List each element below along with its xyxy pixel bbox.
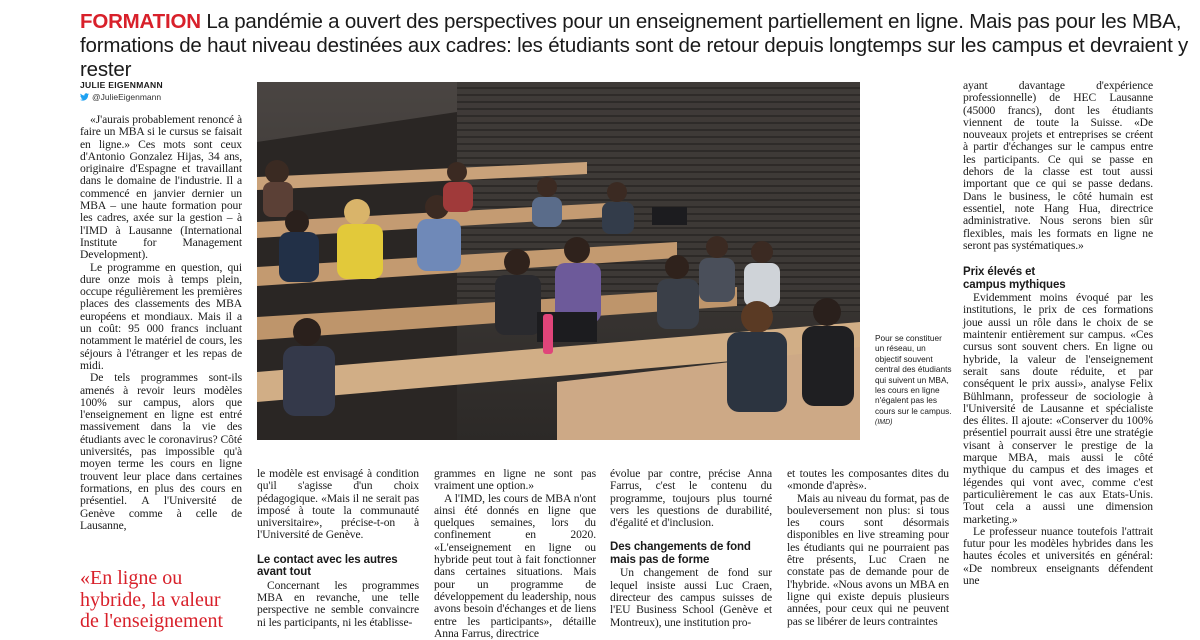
article-column-4 bbox=[610, 468, 772, 629]
paragraph: grammes en ligne ne sont pas vraiment une option.» bbox=[434, 467, 596, 493]
article-column-5 bbox=[787, 468, 949, 628]
paragraph: Concernant les programmes MBA en revanche, une telle perspective ne semble convaincre ni les participants, ni les établisse- bbox=[257, 578, 419, 629]
paragraph: De tels programmes sont-ils amenés à revoir leurs modèles 100% sur campus, alors que l'enseignement en ligne est entré massivement dans la vie des étudiants avec le coronavirus? Côté universités, pas impossible qu'à moyen terme les cours en ligne trouvent leur place dans certaines formations, en plus des cours en présentiel. A l'Université de Genève comme à celle de Lausanne, bbox=[80, 371, 242, 532]
paragraph: Le programme en question, qui dure onze mois à temps plein, occupe régulièrement les premières places des classements des MBA européens et mondiaux. Mais il a un coût: 95 000 francs incluant notamment le matériel de cours, les séjours à l'étranger et les repas de midi. bbox=[80, 260, 242, 372]
twitter-bird-icon bbox=[80, 93, 89, 101]
paragraph: «J'aurais probablement renoncé à faire un MBA si le cursus se faisait en ligne.» Ces mots sont ceux d'Antonio Gonzalez Hijas, 34 ans, originaire d'Espagne et travaillant dans le domaine de l'industrie. Il a commencé en janvier dernier un MBA – une haute formation pour les cadres, axée sur la gestion – à l'IMD à Lausanne (International Institute for Management Development). bbox=[80, 113, 242, 262]
photo-caption bbox=[875, 333, 953, 429]
subhead-contact: Le contact avec les autres avant tout bbox=[257, 553, 398, 579]
paragraph: ayant davantage d'expérience professionnelle) de HEC Lausanne (45000 francs), dont les étudiants viennent de toute la Suisse. «De nouveaux projets et entreprises se créent à partir d'échanges sur le campus entre les participants. Ce qui se passe en dehors de la classe est tout aussi important que ce qui se passe dedans. Dans le business, le côté humain est essentiel, note Hang Hua, directrice administrative. Nous serons bien sûr flexibles, mais les formats en ligne ne seront pas systématiques.» bbox=[963, 79, 1153, 252]
article-column-1 bbox=[80, 114, 242, 532]
headline-line-2: formations de haut niveau destinées aux cadres: les étudiants sont de retour depuis longtemps sur les campus et devraient y rester bbox=[80, 34, 1189, 81]
paragraph: Mais au niveau du format, pas de bouleversement non plus: si tous les cours sont désormais disponibles en live streaming pour les étudiants qui ne pourraient pas être présents, Luc Craen ne constate pas de demande pour de l'hybride. «Nous avons un MBA en ligne qui existe depuis plusieurs années, pour ceux qui ne peuvent pas se libérer de leurs contraintes bbox=[787, 491, 949, 628]
article-headline bbox=[80, 10, 1190, 82]
article-column-6 bbox=[963, 80, 1153, 587]
author-name: JULIE EIGENMANN bbox=[80, 80, 163, 90]
pull-quote: «En ligne ou hybride, la valeur de l'enseignement bbox=[80, 567, 223, 632]
article-column-2 bbox=[257, 468, 419, 629]
subhead-prix: Prix élevés et campus mythiques bbox=[963, 266, 1066, 291]
section-kicker: FORMATION bbox=[80, 10, 201, 33]
article-column-3 bbox=[434, 468, 596, 640]
lecture-hall-photo bbox=[257, 82, 860, 440]
paragraph: Evidemment moins évoqué par les institutions, le prix de ces formations joue aussi un rôle dans le choix de se maintenir entièrement sur campus. «Ces cursus sont souvent chers. En ligne ou hybride, la valeur de l'enseignement serait sans doute réduite, et par conséquent le prix aussi», analyse Felix Bühlmann, professeur de sociologie à l'Université de Lausanne et spécialiste des élites. Il ajoute: «Conserver du 100% présentiel pourrait aussi être une stratégie visant à conserver le prestige de la marque MBA, mais aussi le côté mythique du campus et des images et légendes qui vont avec, comme c'est particulièrement le cas aux Etats-Unis. Tout cela a aussi une dimension marketing.» bbox=[963, 291, 1153, 526]
paragraph: et toutes les composantes dites du «monde d'après». bbox=[787, 467, 949, 493]
paragraph: évolue par contre, précise Anna Farrus, c'est le contenu du programme, toujours plus tourné vers les questions de durabilité, d'égalité et d'inclusion. bbox=[610, 467, 772, 530]
headline-line-1: La pandémie a ouvert des perspectives pour un enseignement partiellement en ligne. Mais pas pour les MBA, bbox=[206, 10, 1182, 33]
lecture-hall-illustration bbox=[257, 82, 860, 440]
photo-credit: (IMD) bbox=[875, 419, 893, 427]
paragraph: Un changement de fond sur lequel insiste aussi Luc Craen, directeur des campus suisses de l'EU Business School (Genève et Montreux), une institution pro- bbox=[610, 566, 772, 629]
author-handle-row bbox=[80, 92, 163, 102]
paragraph: A l'IMD, les cours de MBA n'ont ainsi été donnés en ligne que quelques semaines, lors du confinement en 2020. «L'enseignement en ligne ou hybride peut tout à fait fonctionner dans certaines situations. Mais pour un programme de développement du leadership, nous avons besoin d'échanges et de liens entre les participants», détaille Anna Farrus, directrice bbox=[434, 491, 596, 640]
author-twitter-handle: @JulieEigenmann bbox=[92, 92, 162, 102]
paragraph: Le professeur nuance toutefois l'attrait futur pour les modèles hybrides dans les hautes écoles et universités en général: «De nombreux enseignants défendent une bbox=[963, 524, 1153, 587]
byline bbox=[80, 80, 163, 102]
subhead-changements: Des changements de fond mais pas de forme bbox=[610, 541, 751, 566]
paragraph: le modèle est envisagé à condition qu'il s'agisse d'un choix pédagogique. «Mais il ne serait pas imposé à toute la communauté universitaire», précise-t-on à l'Université de Genève. bbox=[257, 467, 419, 542]
caption-text: Pour se constituer un réseau, un objectif souvent central des étudiants qui suivent un MBA, les cours en ligne n'égalent pas les cours sur le campus. bbox=[875, 333, 952, 416]
